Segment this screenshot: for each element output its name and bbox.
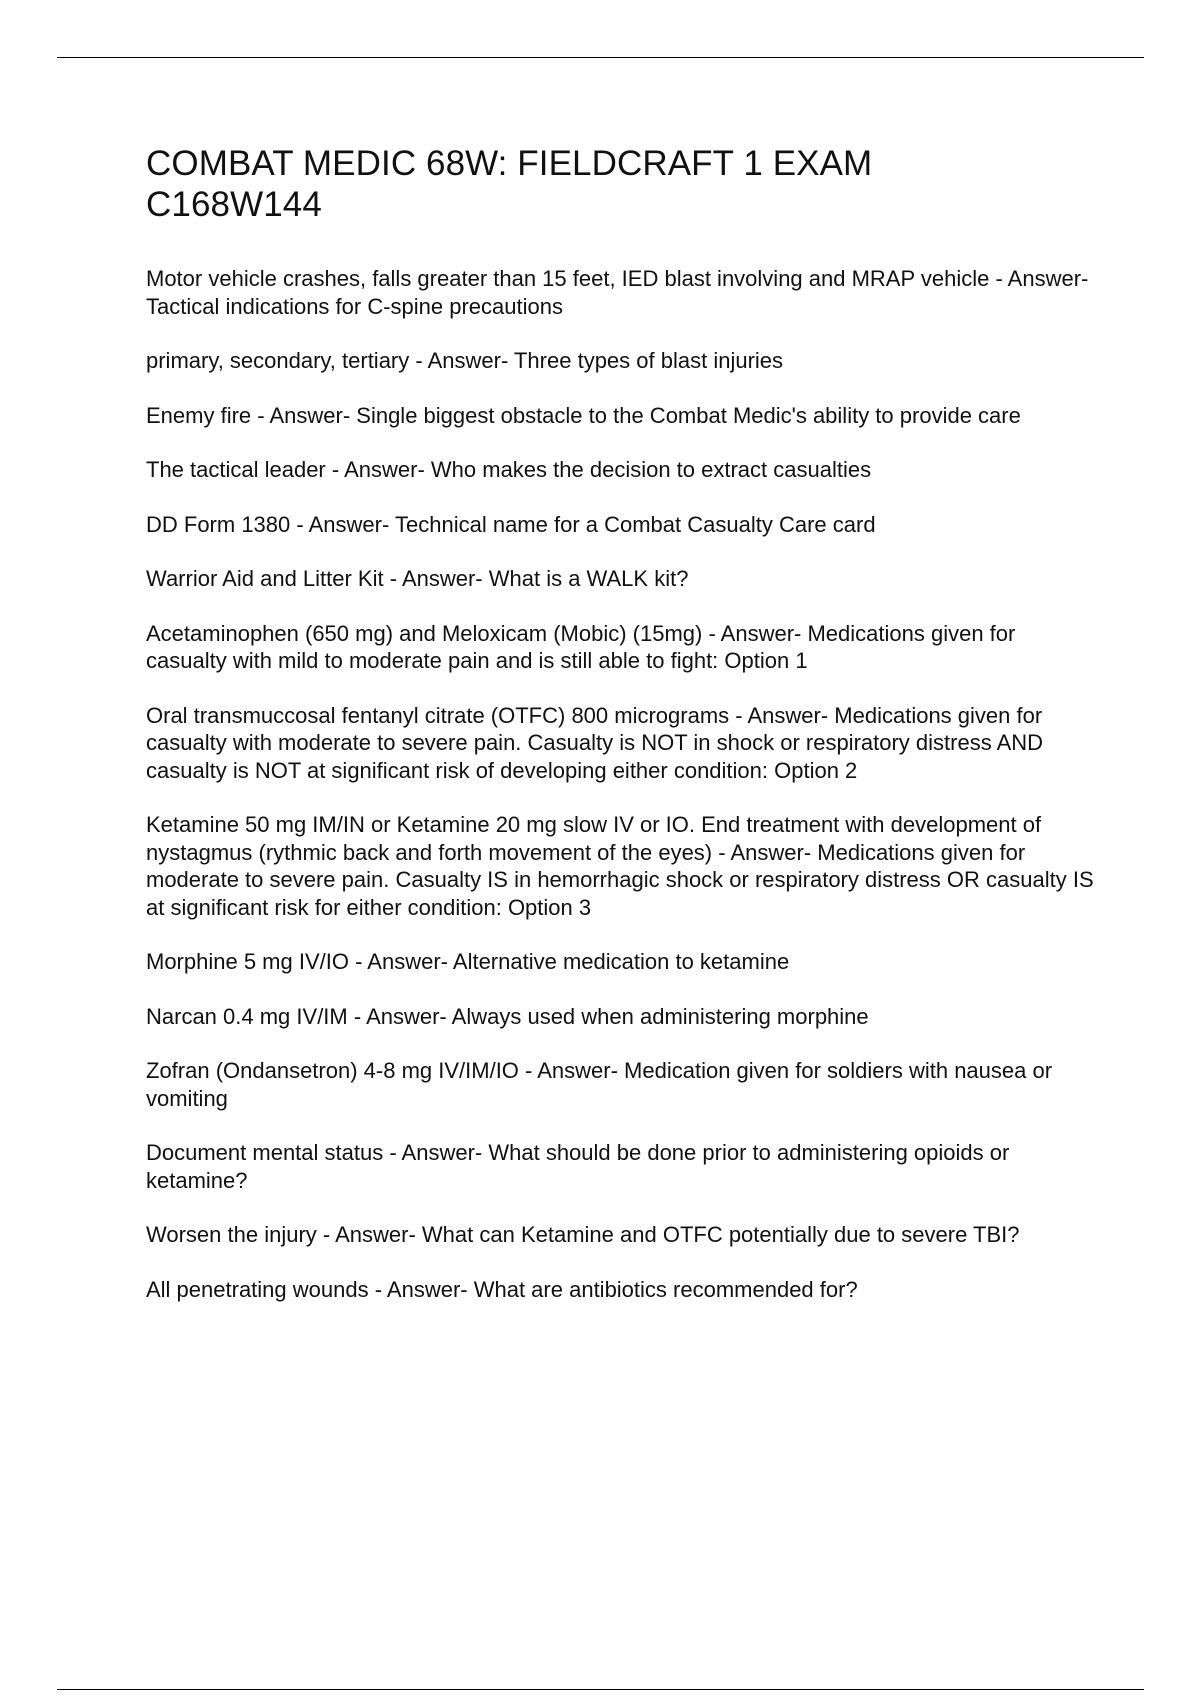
title-line-2: C168W144	[146, 185, 322, 224]
qa-item: Zofran (Ondansetron) 4-8 mg IV/IM/IO - Answer- Medication given for soldiers with nausea or vomiting	[146, 1058, 1053, 1111]
document-body	[146, 143, 1101, 1330]
qa-item: DD Form 1380 - Answer- Technical name for a Combat Casualty Care card	[146, 511, 876, 537]
qa-item: Ketamine 50 mg IM/IN or Ketamine 20 mg slow IV or IO. End treatment with development of nystagmus (rythmic back and forth movement of the eyes) - Answer- Medications given for moderate to severe pain. Casualty IS in hemorrhagic shock or respiratory distress OR casualty IS at significant risk for either condition: Option 3	[146, 812, 1094, 920]
qa-item: Oral transmuccosal fentanyl citrate (OTFC) 800 micrograms - Answer- Medications given for casualty with moderate to severe pain. Casualty is NOT in shock or respiratory distress AND casualty is NOT at significant risk of developing either condition: Option 2	[146, 702, 1044, 783]
qa-item: Worsen the injury - Answer- What can Ketamine and OTFC potentially due to severe TBI?	[146, 1222, 1020, 1247]
qa-item: Document mental status - Answer- What should be done prior to administering opioids or ketamine?	[146, 1140, 1010, 1193]
qa-item: The tactical leader - Answer- Who makes the decision to extract casualties	[146, 457, 872, 482]
qa-item: Morphine 5 mg IV/IO - Answer- Alternative medication to ketamine	[146, 949, 790, 974]
qa-item: Acetaminophen (650 mg) and Meloxicam (Mobic) (15mg) - Answer- Medications given for casualty with mild to moderate pain and is still able to fight: Option 1	[146, 620, 1016, 673]
qa-list	[146, 265, 1101, 1303]
qa-item: All penetrating wounds - Answer- What are antibiotics recommended for?	[146, 1276, 858, 1302]
bottom-divider	[57, 1689, 1144, 1690]
document-title	[146, 143, 1101, 225]
qa-item: Enemy fire - Answer- Single biggest obstacle to the Combat Medic's ability to provide care	[146, 402, 1021, 428]
top-divider	[57, 57, 1144, 58]
title-line-1: COMBAT MEDIC 68W: FIELDCRAFT 1 EXAM	[146, 144, 873, 183]
qa-item: primary, secondary, tertiary - Answer- Three types of blast injuries	[146, 348, 784, 373]
qa-item: Motor vehicle crashes, falls greater than 15 feet, IED blast involving and MRAP vehicle - Answer- Tactical indications for C-spine precautions	[146, 266, 1089, 319]
qa-item: Warrior Aid and Litter Kit - Answer- What is a WALK kit?	[146, 566, 689, 591]
qa-item: Narcan 0.4 mg IV/IM - Answer- Always used when administering morphine	[146, 1003, 869, 1029]
